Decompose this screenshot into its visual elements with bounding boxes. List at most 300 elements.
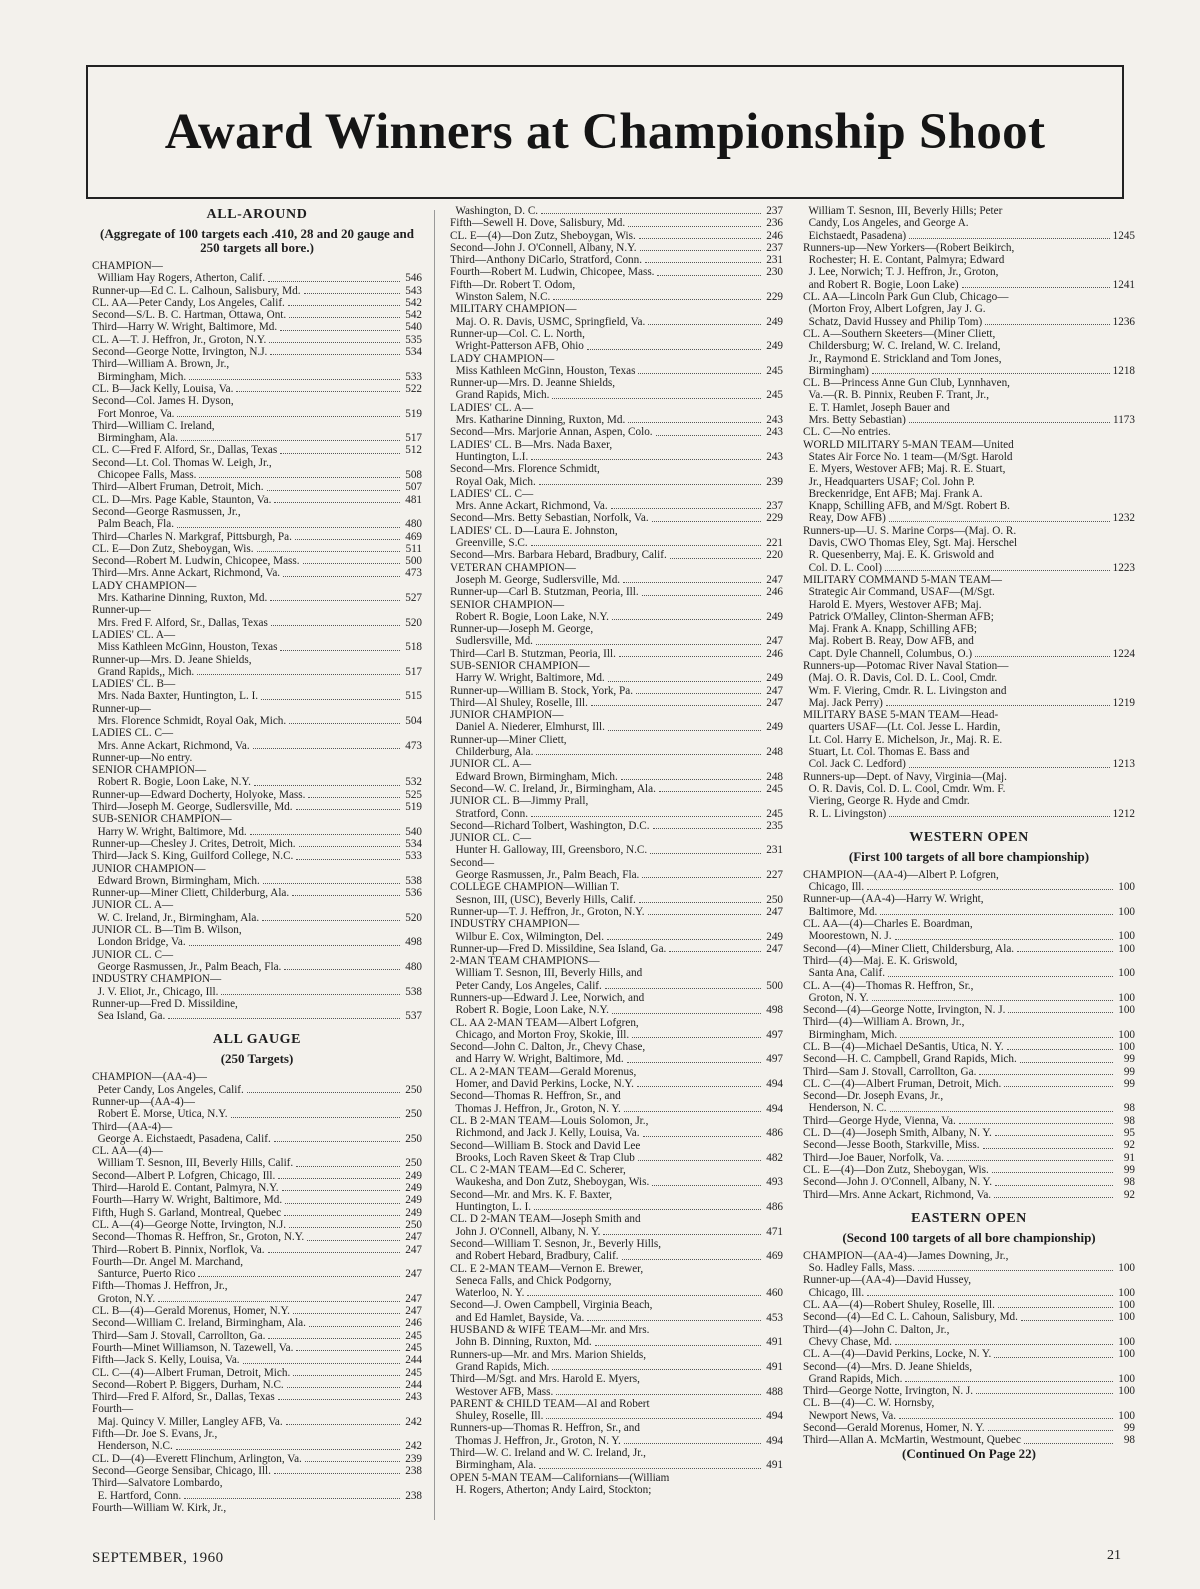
entry-text: Wm. F. Viering, Cmdr. R. L. Livingston and — [803, 684, 1007, 697]
dot-leader — [976, 1393, 1113, 1394]
entry-text: CL. B—(4)—Gerald Morenus, Homer, N.Y. — [92, 1305, 290, 1318]
award-entry — [803, 1336, 1135, 1348]
entry-text: Third—Sam J. Stovall, Carrollton, Ga. — [803, 1065, 977, 1078]
dot-leader — [642, 595, 761, 596]
entry-text: Second—Mrs. Betty Sebastian, Norfolk, Va. — [450, 512, 649, 525]
entry-text: MILITARY CHAMPION— — [450, 303, 577, 316]
award-entry — [803, 893, 1135, 905]
award-entry — [92, 740, 422, 752]
entry-score: 538 — [405, 874, 422, 887]
award-entry — [803, 316, 1135, 328]
dot-leader — [645, 262, 761, 263]
dot-leader — [288, 305, 400, 306]
entry-text: CL. E—(4)—Don Zutz, Sheboygan, Wis. — [803, 1163, 989, 1176]
dot-leader — [243, 1363, 400, 1364]
dot-leader — [309, 1326, 400, 1327]
entry-text: SUB-SENIOR CHAMPION— — [92, 813, 232, 826]
award-entry — [92, 1096, 422, 1108]
dot-leader — [995, 1185, 1113, 1186]
award-entry — [450, 992, 783, 1004]
entry-text: CL. B—(4)—Michael DeSantis, Utica, N. Y. — [803, 1041, 1004, 1053]
entry-text: George Rasmussen, Jr., Palm Beach, Fla. — [92, 960, 282, 973]
entry-score: 518 — [405, 641, 422, 654]
entry-text: Runner-up—Edward Docherty, Holyoke, Mass. — [92, 788, 306, 801]
entry-score: 95 — [1123, 1127, 1135, 1140]
entry-text: Fourth— — [92, 1403, 134, 1416]
dot-leader — [285, 1203, 400, 1204]
entry-score: 247 — [766, 684, 783, 697]
entry-score: 250 — [405, 1108, 422, 1121]
award-entry — [92, 334, 422, 346]
entry-text: Fourth—Minet Williamson, N. Tazewell, Va. — [92, 1341, 294, 1354]
section-subheading: (250 Targets) — [220, 1051, 294, 1067]
entry-score: 247 — [405, 1231, 422, 1244]
award-entry — [450, 1459, 783, 1471]
dot-leader — [623, 582, 761, 583]
entry-text: Joseph M. George, Sudlersville, Md. — [450, 573, 621, 586]
entry-text: SUB-SENIOR CHAMPION— — [450, 659, 590, 672]
dot-leader — [299, 846, 400, 847]
award-entry — [803, 488, 1135, 500]
award-entry — [450, 1176, 783, 1188]
dot-leader — [975, 656, 1110, 657]
entry-text: CL. B—(4)—C. W. Hornsby, — [803, 1397, 935, 1410]
award-entry — [92, 1416, 422, 1428]
entry-score: 246 — [405, 1317, 422, 1330]
entry-score: 508 — [405, 469, 422, 482]
award-entry — [803, 525, 1135, 537]
entry-score: 537 — [405, 1010, 422, 1023]
column-3 — [803, 205, 1135, 1466]
award-entry — [450, 931, 783, 943]
entry-text: Maj. Jack Perry) — [803, 696, 883, 709]
entry-text: Capt. Dyle Channell, Columbus, O.) — [803, 647, 973, 660]
dot-leader — [650, 853, 761, 854]
entry-text: Santa Ana, Calif. — [803, 967, 886, 980]
entry-text: Third—Mrs. Anne Ackart, Richmond, Va. — [803, 1188, 992, 1201]
entry-text: Runner-up—T. J. Heffron, Jr., Groton, N.Y. — [450, 905, 645, 918]
dot-leader — [867, 1295, 1113, 1296]
entry-text: Third—Joe Bauer, Norfolk, Va. — [803, 1151, 945, 1164]
dot-leader — [1004, 1086, 1113, 1087]
entry-text: Reay, Dow AFB) — [803, 512, 886, 525]
dot-leader — [307, 1240, 400, 1241]
entry-score: 249 — [766, 672, 783, 685]
entry-score: 247 — [766, 635, 783, 648]
entry-text: Mrs. Nada Baxter, Huntington, L. I. — [92, 690, 259, 703]
award-entry — [803, 1102, 1135, 1114]
dot-leader — [293, 1375, 400, 1376]
dot-leader — [653, 828, 761, 829]
dot-leader — [556, 1394, 761, 1395]
dot-leader — [885, 570, 1110, 571]
dot-leader — [652, 521, 761, 522]
entry-text: CL. AA 2-MAN TEAM—Albert Lofgren, — [450, 1016, 639, 1029]
entry-text: George Rasmussen, Jr., Palm Beach, Fla. — [450, 869, 640, 882]
entry-text: Third—(4)—John C. Dalton, Jr., — [803, 1323, 950, 1336]
entry-text: Palm Beach, Fla. — [92, 518, 175, 531]
entry-text: Greenville, S.C. — [450, 537, 528, 550]
award-entry — [450, 537, 783, 549]
entry-text: Third—Jack S. King, Guilford College, N.C. — [92, 850, 294, 863]
entry-score: 245 — [405, 1366, 422, 1379]
award-entry — [803, 254, 1135, 266]
award-entry — [803, 562, 1135, 574]
entry-text: Wilbur E. Cox, Wilmington, Del. — [450, 930, 605, 943]
entry-text: (Morton Froy, Albert Lofgren, Jay J. G. — [803, 303, 986, 316]
entry-score: 247 — [766, 696, 783, 709]
entry-text: George A. Eichstaedt, Pasadena, Calif. — [92, 1132, 271, 1145]
dot-leader — [994, 1197, 1113, 1198]
dot-leader — [552, 1369, 761, 1370]
entry-text: SENIOR CHAMPION— — [450, 598, 565, 611]
dot-leader — [296, 859, 400, 860]
entry-score: 486 — [766, 1127, 783, 1140]
award-entry — [92, 1330, 422, 1342]
entry-score: 247 — [405, 1292, 422, 1305]
entry-text: Homer, and David Perkins, Locke, N.Y. — [450, 1078, 634, 1091]
entry-text: Fifth, Hugh S. Garland, Montreal, Quebec — [92, 1206, 282, 1219]
award-entry — [92, 752, 422, 764]
entry-text: COLLEGE CHAMPION—Willian T. — [450, 881, 620, 894]
section-subheading: (Second 100 targets of all bore championship) — [842, 1229, 1096, 1245]
entry-text: Harry W. Wright, Baltimore, Md. — [450, 672, 605, 685]
dot-leader — [541, 213, 761, 214]
entry-text: Third—William A. Brown, Jr., — [92, 358, 230, 371]
award-entry — [450, 685, 783, 697]
entry-score: 480 — [405, 960, 422, 973]
entry-text: Runner-up—Fred D. Missildine, — [92, 997, 238, 1010]
entry-text: LADIES' CL. B—Mrs. Nada Baxer, — [450, 438, 613, 451]
award-entry — [450, 562, 783, 574]
entry-text: and Robert R. Bogie, Loon Lake) — [803, 278, 959, 291]
award-entry — [92, 1293, 422, 1305]
entry-score: 99 — [1123, 1422, 1135, 1435]
entry-text: Second—Thomas R. Heffron, Sr., Groton, N.Y. — [92, 1231, 305, 1244]
entry-score: 229 — [766, 291, 783, 304]
award-entry — [450, 1349, 783, 1361]
award-entry — [803, 930, 1135, 942]
entry-text: Viering, George R. Hyde and Cmdr. — [803, 795, 970, 808]
award-entry — [803, 512, 1135, 524]
award-entry — [803, 242, 1135, 254]
entry-text: JUNIOR CL. B—Jimmy Prall, — [450, 795, 589, 808]
award-entry — [803, 918, 1135, 930]
entry-text: Third—William C. Ireland, — [92, 419, 215, 432]
dot-leader — [992, 1172, 1113, 1173]
award-entry — [450, 439, 783, 451]
dot-leader — [268, 281, 400, 282]
award-entry — [92, 838, 422, 850]
entry-text: Runners-up—Edward J. Lee, Norwich, and — [450, 992, 645, 1004]
entry-text: Mrs. Katharine Dinning, Ruxton, Md. — [92, 592, 268, 605]
entry-text: Sesnon, III, (USC), Beverly Hills, Calif. — [450, 893, 636, 906]
entry-score: 471 — [766, 1225, 783, 1238]
award-entry — [803, 1250, 1135, 1262]
entry-text: Fort Monroe, Va. — [92, 407, 175, 420]
award-entry — [450, 709, 783, 721]
dot-leader — [909, 767, 1110, 768]
entry-text: LADIES' CL. D—Laura E. Johnston, — [450, 524, 618, 537]
award-entry — [92, 408, 422, 420]
award-entry — [92, 309, 422, 321]
entry-text: Baltimore, Md. — [803, 905, 878, 918]
entry-text: Thomas J. Heffron, Jr., Groton, N. Y. — [450, 1434, 621, 1447]
dot-leader — [608, 681, 761, 682]
award-entry — [92, 1010, 422, 1022]
entry-score: 244 — [405, 1354, 422, 1367]
award-entry — [803, 377, 1135, 389]
award-entry — [803, 217, 1135, 229]
award-entry — [92, 346, 422, 358]
award-entry — [92, 703, 422, 715]
entry-text: Santurce, Puerto Rico — [92, 1268, 196, 1281]
entry-text: Second—W. C. Ireland, Jr., Birmingham, Ala. — [450, 782, 656, 795]
entry-text: O. R. Davis, Col. D. L. Cool, Cmdr. Wm. F. — [803, 782, 1006, 795]
entry-text: OPEN 5-MAN TEAM—Californians—(William — [450, 1471, 670, 1484]
award-entry — [450, 672, 783, 684]
award-entry — [450, 1115, 783, 1127]
entry-score: 92 — [1123, 1139, 1135, 1152]
dot-leader — [918, 1270, 1113, 1271]
entry-text: States Air Force No. 1 team—(M/Sgt. Harold — [803, 450, 1013, 463]
entry-score: 515 — [405, 690, 422, 703]
entry-text: Third—(AA-4)— — [92, 1120, 173, 1133]
entry-text: Groton, N.Y. — [92, 1292, 156, 1305]
dot-leader — [872, 373, 1110, 374]
entry-text: Robert E. Morse, Utica, N.Y. — [92, 1108, 228, 1121]
award-entry — [803, 1029, 1135, 1041]
dot-leader — [657, 275, 761, 276]
entry-score: 504 — [405, 714, 422, 727]
entry-text: Birmingham) — [803, 364, 869, 377]
entry-text: and Robert Hebard, Bradbury, Calif. — [450, 1250, 619, 1263]
award-entry — [803, 291, 1135, 303]
entry-text: and Harry W. Wright, Baltimore, Md. — [450, 1053, 624, 1066]
entry-text: CL. AA—(4)— — [92, 1145, 163, 1158]
dot-leader — [988, 1430, 1113, 1431]
award-entry — [92, 494, 422, 506]
entry-text: LADY CHAMPION— — [92, 579, 197, 592]
award-entry — [450, 599, 783, 611]
award-entry — [450, 1053, 783, 1065]
award-entry — [803, 1385, 1135, 1397]
entry-score: 1213 — [1112, 758, 1135, 771]
award-entry — [450, 353, 783, 365]
award-entry — [803, 1311, 1135, 1323]
entry-text: CL. B 2-MAN TEAM—Louis Solomon, Jr., — [450, 1114, 649, 1127]
entry-text: Fifth—Sewell H. Dove, Salisbury, Md. — [450, 217, 626, 230]
entry-score: 542 — [405, 309, 422, 322]
award-entry — [92, 543, 422, 555]
entry-score: 245 — [766, 364, 783, 377]
entry-text: Fifth—Thomas J. Heffron, Jr., — [92, 1280, 228, 1293]
award-entry — [450, 808, 783, 820]
entry-text: JUNIOR CL. C— — [450, 832, 532, 845]
entry-score: 522 — [405, 382, 422, 395]
entry-text: CL. C—(4)—Albert Fruman, Detroit, Mich. — [92, 1366, 291, 1379]
dot-leader — [286, 1424, 400, 1425]
entry-score: 542 — [405, 296, 422, 309]
entry-score: 100 — [1118, 1311, 1135, 1324]
award-entry — [450, 1066, 783, 1078]
award-entry — [450, 820, 783, 832]
dot-leader — [909, 422, 1110, 423]
award-entry — [450, 1472, 783, 1484]
entry-text: CHAMPION—(AA-4)— — [92, 1071, 207, 1084]
award-entry — [92, 1231, 422, 1243]
entry-text: Fourth—William W. Kirk, Jr., — [92, 1501, 227, 1514]
dot-leader — [280, 453, 400, 454]
award-entry — [450, 1004, 783, 1016]
entry-text: Fifth—Dr. Robert T. Odom, — [450, 278, 576, 291]
award-entry — [450, 426, 783, 438]
entry-text: CL. AA—(4)—Robert Shuley, Roselle, Ill. — [803, 1299, 995, 1312]
award-entry — [803, 340, 1135, 352]
entry-score: 245 — [405, 1341, 422, 1354]
entry-score: 242 — [405, 1440, 422, 1453]
dot-leader — [962, 287, 1110, 288]
entry-score: 229 — [766, 512, 783, 525]
entry-text: Waterloo, N. Y. — [450, 1287, 525, 1300]
award-entry — [92, 764, 422, 776]
award-entry — [450, 205, 783, 217]
dot-leader — [278, 1178, 400, 1179]
entry-score: 1219 — [1112, 696, 1135, 709]
entry-text: Huntington, L. I. — [450, 1201, 532, 1214]
entry-score: 249 — [766, 340, 783, 353]
award-entry — [450, 1078, 783, 1090]
award-entry — [450, 328, 783, 340]
entry-text: Second—(4)—George Notte, Irvington, N. J. — [803, 1004, 1006, 1017]
entry-text: CL. C—(4)—Albert Fruman, Detroit, Mich. — [803, 1077, 1002, 1090]
entry-text: Harold E. Myers, Westover AFB; Maj. — [803, 598, 982, 611]
dot-leader — [539, 1468, 761, 1469]
award-entry — [92, 776, 422, 788]
award-entry — [803, 1410, 1135, 1422]
award-entry — [92, 1071, 422, 1083]
dot-leader — [531, 545, 761, 546]
award-entry — [450, 894, 783, 906]
award-entry — [92, 531, 422, 543]
entry-score: 100 — [1118, 905, 1135, 918]
entry-text: Candy, Los Angeles, and George A. — [803, 217, 969, 230]
dot-leader — [176, 1449, 400, 1450]
entry-text: Shuley, Roselle, Ill. — [450, 1410, 544, 1423]
award-entry — [803, 881, 1135, 893]
entry-text: Second—Jesse Booth, Starkville, Miss. — [803, 1139, 980, 1152]
award-entry — [92, 1157, 422, 1169]
award-entry — [803, 463, 1135, 475]
entry-score: 247 — [766, 942, 783, 955]
award-entry — [92, 998, 422, 1010]
entry-score: 247 — [766, 905, 783, 918]
award-entry — [92, 444, 422, 456]
entry-score: 540 — [405, 321, 422, 334]
entry-score: 538 — [405, 985, 422, 998]
dot-leader — [636, 693, 761, 694]
award-entry — [92, 420, 422, 432]
entry-text: VETERAN CHAMPION— — [450, 561, 576, 574]
award-entry — [450, 869, 783, 881]
footer-date: SEPTEMBER, 1960 — [92, 1550, 224, 1566]
entry-text: CHAMPION—(AA-4)—Albert P. Lofgren, — [803, 868, 999, 881]
award-entry — [450, 697, 783, 709]
entry-score: 100 — [1118, 991, 1135, 1004]
entry-text: Second—Robert M. Ludwin, Chicopee, Mass. — [92, 555, 300, 568]
entry-score: 243 — [766, 426, 783, 439]
entry-score: 482 — [766, 1151, 783, 1164]
entry-text: PARENT & CHILD TEAM—Al and Robert — [450, 1397, 650, 1410]
dot-leader — [268, 1338, 400, 1339]
dot-leader — [278, 1399, 400, 1400]
entry-score: 1218 — [1112, 364, 1135, 377]
column-rule — [434, 210, 435, 1520]
entry-text: Sudlersville, Md. — [450, 635, 533, 648]
entry-text: Thomas J. Heffron, Jr., Groton, N. Y. — [450, 1102, 621, 1115]
entry-score: 517 — [405, 432, 422, 445]
entry-score: 511 — [405, 542, 422, 555]
award-entry — [92, 789, 422, 801]
award-entry — [803, 1016, 1135, 1028]
entry-score: 247 — [405, 1305, 422, 1318]
award-entry — [803, 328, 1135, 340]
entry-text: Newport News, Va. — [803, 1409, 897, 1422]
dot-leader — [880, 914, 1113, 915]
dot-leader — [959, 1123, 1113, 1124]
dot-leader — [983, 1148, 1113, 1149]
award-entry — [450, 266, 783, 278]
entry-text: CL. E 2-MAN TEAM—Vernon E. Brewer, — [450, 1262, 644, 1275]
dot-leader — [622, 1259, 761, 1260]
award-entry — [803, 266, 1135, 278]
entry-score: 1241 — [1112, 278, 1135, 291]
entry-text: Third—W. C. Ireland and W. C. Ireland, Jr., — [450, 1446, 646, 1459]
award-entry — [803, 500, 1135, 512]
entry-text: J. Lee, Norwich; T. J. Heffron, Jr., Groton, — [803, 266, 999, 279]
award-entry — [803, 795, 1135, 807]
award-entry — [92, 912, 422, 924]
dot-leader — [628, 422, 761, 423]
dot-leader — [619, 656, 761, 657]
entry-text: Grand Rapids, Mich. — [450, 1360, 550, 1373]
entry-text: CL. AA—Peter Candy, Los Angeles, Calif. — [92, 296, 285, 309]
entry-score: 486 — [766, 1201, 783, 1214]
entry-text: Col. Jack C. Ledford) — [803, 758, 906, 771]
award-entry — [92, 1477, 422, 1489]
entry-text: CL. A—(4)—Thomas R. Heffron, Sr., — [803, 979, 974, 992]
section-heading: ALL-AROUND — [206, 207, 308, 222]
entry-text: Third—Mrs. Anne Ackart, Richmond, Va. — [92, 567, 281, 580]
award-entry — [803, 1090, 1135, 1102]
award-entry — [92, 654, 422, 666]
award-entry — [92, 358, 422, 370]
award-entry — [803, 746, 1135, 758]
entry-score: 525 — [405, 788, 422, 801]
entry-text: Washington, D. C. — [450, 205, 539, 217]
dot-leader — [296, 809, 400, 810]
entry-text: Second—(4)—Ed C. L. Cahoun, Salisbury, Md. — [803, 1311, 1018, 1324]
award-entry — [450, 463, 783, 475]
award-entry — [803, 685, 1135, 697]
award-entry — [450, 1398, 783, 1410]
entry-text: Runner-up—Miner Cliett, — [450, 733, 567, 746]
dot-leader — [640, 250, 761, 251]
entry-text: R. Quesenberry, Maj. E. K. Griswold and — [803, 549, 994, 562]
entry-score: 497 — [766, 1053, 783, 1066]
dot-leader — [296, 1166, 400, 1167]
entry-text: Third—Fred F. Alford, Sr., Dallas, Texas — [92, 1391, 275, 1404]
